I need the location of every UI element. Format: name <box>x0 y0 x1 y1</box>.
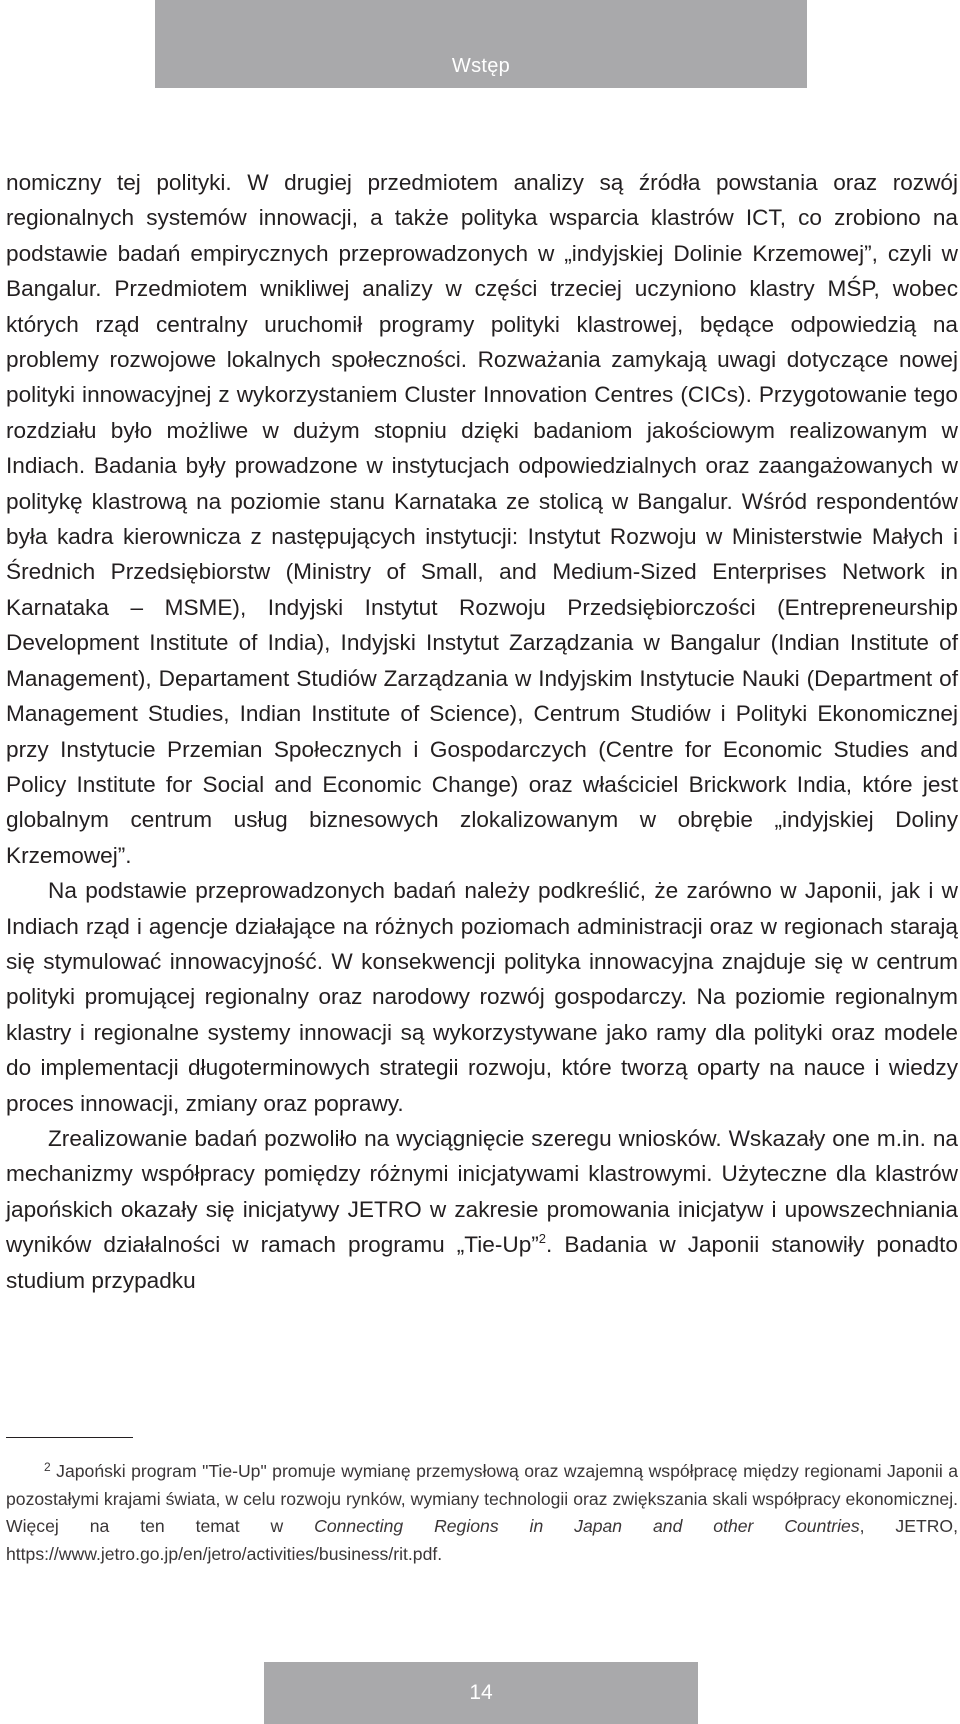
footnote-source-link[interactable]: , JETRO, https://www.jetro.go.jp/en/jetro/activities/business/rit.pdf. <box>6 1516 958 1564</box>
page-number: 14 <box>469 1681 493 1704</box>
paragraph-3-end: . Badania w Japonii stanowiły ponadto studium przypadku <box>6 1232 958 1293</box>
page-footer <box>264 1662 698 1724</box>
footnote-divider <box>6 1437 133 1438</box>
main-text <box>6 165 958 1298</box>
footnote-reference[interactable]: 2 <box>538 1231 547 1247</box>
paragraph-1: nomiczny tej polityki. W drugiej przedmiotem analizy są źródła powstania oraz rozwój regionalnych systemów innowacji, a także polityka wsparcia klastrów ICT, co zrobiono na podstawie badań empirycznych przeprowadzonych w „indyjskiej Dolinie Krzemowej”, czyli w Bangalur. Przedmiotem wnikliwej analizy w części trzeciej uczyniono klastry MŚP, wobec których rząd centralny uruchomił programy polityki klastrowej, będące odpowiedzią na problemy rozwojowe lokalnych społeczności. Rozważania zamykają uwagi dotyczące nowej polityki innowacyjnej z wykorzystaniem Cluster Innovation Centres (CICs). Przygotowanie tego rozdziału było możliwe w dużym stopniu dzięki badaniom jakościowym realizowanym w Indiach. Badania były prowadzone w instytucjach odpowiedzialnych oraz zaangażowanych w politykę klastrową na poziomie stanu Karnataka ze stolicą w Bangalur. Wśród respondentów była kadra kierownicza z następujących instytucji: Instytut Rozwoju w Ministerstwie Małych i Średnich Przedsiębiorstw (Ministry of Small, and Medium-Sized Enterprises Network in Karnataka – MSME), Indyjski Instytut Rozwoju Przedsiębiorczości (Entrepreneurship Development Institute of India), Indyjski Instytut Zarządzania w Bangalur (Indian Institute of Management), Departament Studiów Zarządzania w Indyjskim Instytucie Nauki (Department of Management Studies, Indian Institute of Science), Centrum Studiów i Polityki Ekonomicznej przy Instytucie Przemian Społecznych i Gospodarczych (Centre for Economic Studies and Policy Institute for Social and Economic Change) oraz właściciel Brickwork India, które jest globalnym centrum usług biznesowych zlokalizowanym w obrębie „indyjskiej Doliny Krzemowej”. <box>6 170 958 868</box>
footnote-source-title: Connecting Regions in Japan and other Countries <box>314 1516 860 1537</box>
footnote-text: Japoński program "Tie-Up" promuje wymianę przemysłową oraz wzajemną współpracę między regionami Japonii a pozostałymi krajami świata, w celu rozwoju rynków, wymiany technologii oraz zwiększania skali współpracy ekonomicznej. Więcej na ten temat w <box>6 1461 959 1537</box>
paragraph-3-text: Zrealizowanie badań pozwoliło na wyciągnięcie szeregu wniosków. Wskazały one m.in. na mechanizmy współpracy pomiędzy różnymi inicjatywami klastrowymi. Użyteczne dla klastrów japońskich okazały się inicjatywy JETRO w zakresie promowania inicjatyw i upowszechniania wyników działalności w ramach programu „Tie-Up” <box>6 1125 958 1258</box>
footnote-number: 2 <box>44 1460 51 1474</box>
footnote <box>6 1458 958 1568</box>
running-header <box>155 0 807 88</box>
header-title: Wstęp <box>451 55 511 77</box>
paragraph-3 <box>6 1121 958 1298</box>
paragraph-2: Na podstawie przeprowadzonych badań należy podkreślić, że zarówno w Japonii, jak i w Indiach rząd i agencje działające na różnych poziomach administracji oraz w regionach starają się stymulować innowacyjność. W konsekwencji polityka innowacyjna znajduje się w centrum polityki promującej regionalny oraz narodowy rozwój gospodarczy. Na poziomie regionalnym klastry i regionalne systemy innowacji są wykorzystywane jako ramy dla polityki oraz modele do implementacji długoterminowych strategii rozwoju, które tworzą oparty na nauce i wiedzy proces innowacji, zmiany oraz poprawy. <box>6 878 958 1116</box>
